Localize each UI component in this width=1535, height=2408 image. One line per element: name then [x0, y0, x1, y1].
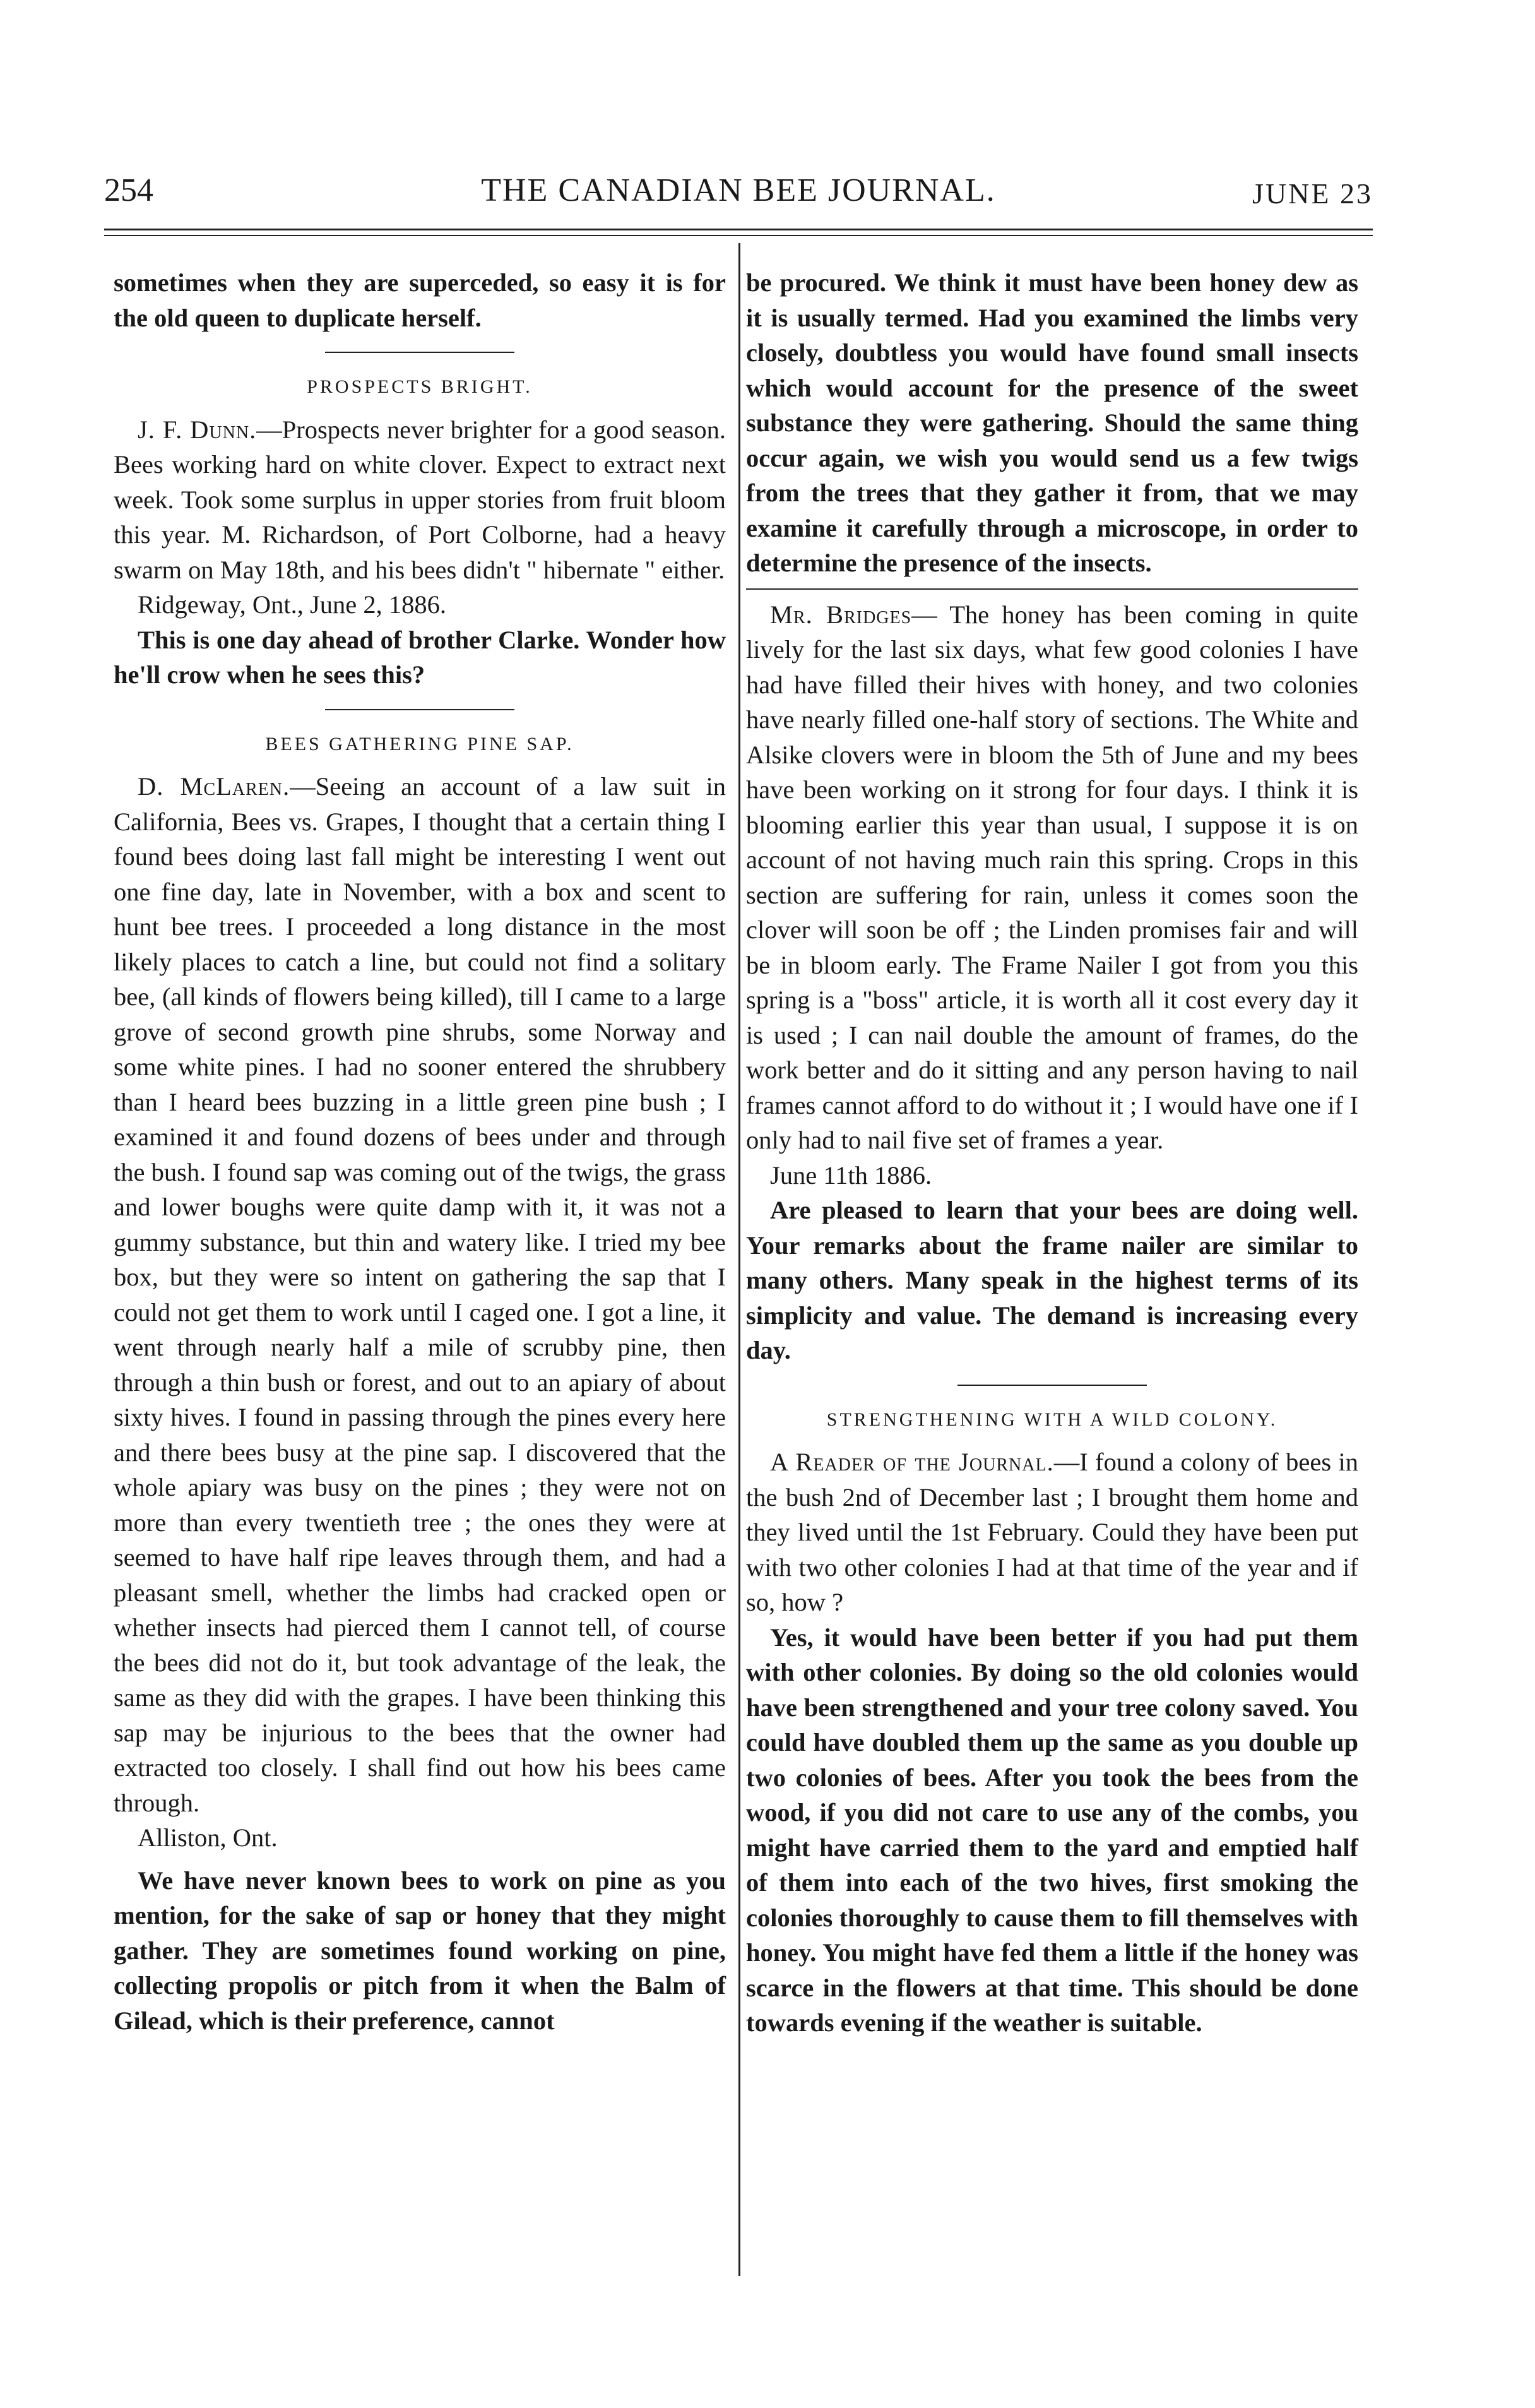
issue-date: JUNE 23: [1252, 177, 1373, 210]
letter-date: June 11th 1886.: [770, 1160, 932, 1189]
letter-bridges: [746, 597, 1358, 1158]
section-rule: [325, 352, 514, 353]
correspondent-name: J. F. Dunn.: [138, 415, 257, 444]
left-column: [114, 265, 726, 2038]
header-rule-thin: [104, 235, 1373, 236]
reply-continuation: be procured. We think it must have been honey dew as it is usually termed. Had you examined the limbs very closely, doubtless you would have found small insects which would account for the presence of the sweet substance they were gathering. Should the same thing occur again, we wish you would send us a few twigs from the trees that they gather it from, that we may examine it carefully through a microscope, in order to determine the presence of the insects.: [746, 268, 1358, 577]
page-header: [104, 172, 1373, 216]
section-rule: [957, 1385, 1147, 1386]
letter-prospects: [114, 412, 726, 588]
right-column: [746, 265, 1358, 2041]
page-number: 254: [104, 172, 153, 208]
letter-place: Alliston, Ont.: [138, 1823, 278, 1852]
column-divider: [738, 243, 740, 2276]
editor-reply: Yes, it would have been better if you had put them with other colonies. By doing so the old colonies would have been strengthened and your tree colony saved. You could have doubled them up the same as you double up two colonies of bees. After you took the bees from the wood, if you did not care to use any of the combs, you might have carried them to the yard and emptied half of them into each of the two hives, first smoking the colonies thoroughly to cause them to fill themselves with honey. You might have fed them a little if the honey was scarce in the flowers at that time. This should be done towards evening if the weather is suitable.: [746, 1623, 1358, 2037]
letter-body: —I found a colony of bees in the bush 2nd of December last ; I brought them home and they lived until the 1st February. Could they have been put with two other colonies I had at that time of the year and if so, how ?: [746, 1448, 1358, 1616]
letter-pine: [114, 769, 726, 1820]
journal-title: THE CANADIAN BEE JOURNAL.: [481, 172, 996, 208]
letter-body: —Prospects never brighter for a good season. Bees working hard on white clover. Expect to extract next week. Took some surplus in upper stories from fruit bloom this year. M. Richardson, of Port Colborne, had a heavy swarm on May 18th, and his bees didn't " hibernate " either.: [114, 415, 726, 584]
correspondent-name: D. McLaren.: [138, 772, 290, 801]
letter-body: —Seeing an account of a law suit in California, Bees vs. Grapes, I thought that a certain thing I found bees doing last fall might be interesting I went out one fine day, late in November, with a box and scent to hunt bee trees. I proceeded a long distance in the most likely places to catch a line, but could not find a solitary bee, (all kinds of flowers being killed), till I came to a large grove of second growth pine shrubs, some Norway and some white pines. I had no sooner entered the shrubbery than I heard bees buzzing in a little green pine bush ; I examined it and found dozens of bees under and through the bush. I found sap was coming out of the twigs, the grass and lower boughs were quite damp with it, it was not a gummy substance, but thin and watery like. I tried my bee box, but they were so intent on gathering the sap that I could not get them to work until I caged one. I got a line, it went through nearly half a mile of scrubby pine, then through a thin bush or forest, and out to an apiary of about sixty hives. I found in passing through the pines every here and there bees busy at the pine sap. I discovered that the whole apiary was busy on the pines ; they were not on more than every twentieth tree ; the ones they were at seemed to have half ripe leaves through them, and had a pleasant smell, whether the limbs had cracked open or whether insects had pierced them I cannot tell, of course the bees did not do it, but took advantage of the leak, the same as they did with the grapes. I have been thinking this sap may be injurious to the bees that the owner had extracted too closely. I shall find out how his bees came through.: [114, 772, 726, 1817]
correspondent-name: A Reader of the Journal.: [770, 1448, 1054, 1476]
header-rule: [104, 229, 1373, 230]
editor-reply: This is one day ahead of brother Clarke. Wonder how he'll crow when he sees this?: [114, 625, 726, 689]
editor-reply: We have never known bees to work on pine as you mention, for the sake of sap or honey that they might gather. They are sometimes found working on pine, collecting propolis or pitch from it when the Balm of Gilead, which is their preference, cannot: [114, 1866, 726, 2035]
section-rule: [325, 709, 514, 710]
letter-body: — The honey has been coming in quite lively for the last six days, what few good colonies I have had have filled their hives with honey, and two colonies have nearly filled one-half story of sections. The White and Alsike clovers were in bloom the 5th of June and my bees have been working on it strong for four days. I think it is blooming earlier this year than usual, I suppose it is on account of not having much rain this spring. Crops in this section are suffering for rain, unless it comes soon the clover will soon be off ; the Linden promises fair and will be in bloom early. The Frame Nailer I got from you this spring is a "boss" article, it is worth all it cost every day it is used ; I can nail double the amount of frames, do the work better and do it sitting and any person having to nail frames cannot afford to do without it ; I would have one if I only had to nail five set of frames a year.: [746, 600, 1358, 1154]
section-heading-prospects: PROSPECTS BRIGHT.: [307, 376, 533, 397]
editor-reply: Are pleased to learn that your bees are doing well. Your remarks about the frame nailer are similar to many others. Many speak in the highest terms of its simplicity and value. The demand is increasing every day.: [746, 1196, 1358, 1364]
letter-strength: [746, 1445, 1358, 1620]
correspondent-name: Mr. Bridges: [770, 600, 912, 629]
intro-paragraph: sometimes when they are superceded, so easy it is for the old queen to duplicate herself.: [114, 268, 726, 332]
letter-place: Ridgeway, Ont., June 2, 1886.: [138, 590, 446, 619]
section-heading-pine: BEES GATHERING PINE SAP.: [265, 733, 574, 754]
section-heading-strength: STRENGTHENING WITH A WILD COLONY.: [826, 1409, 1278, 1430]
